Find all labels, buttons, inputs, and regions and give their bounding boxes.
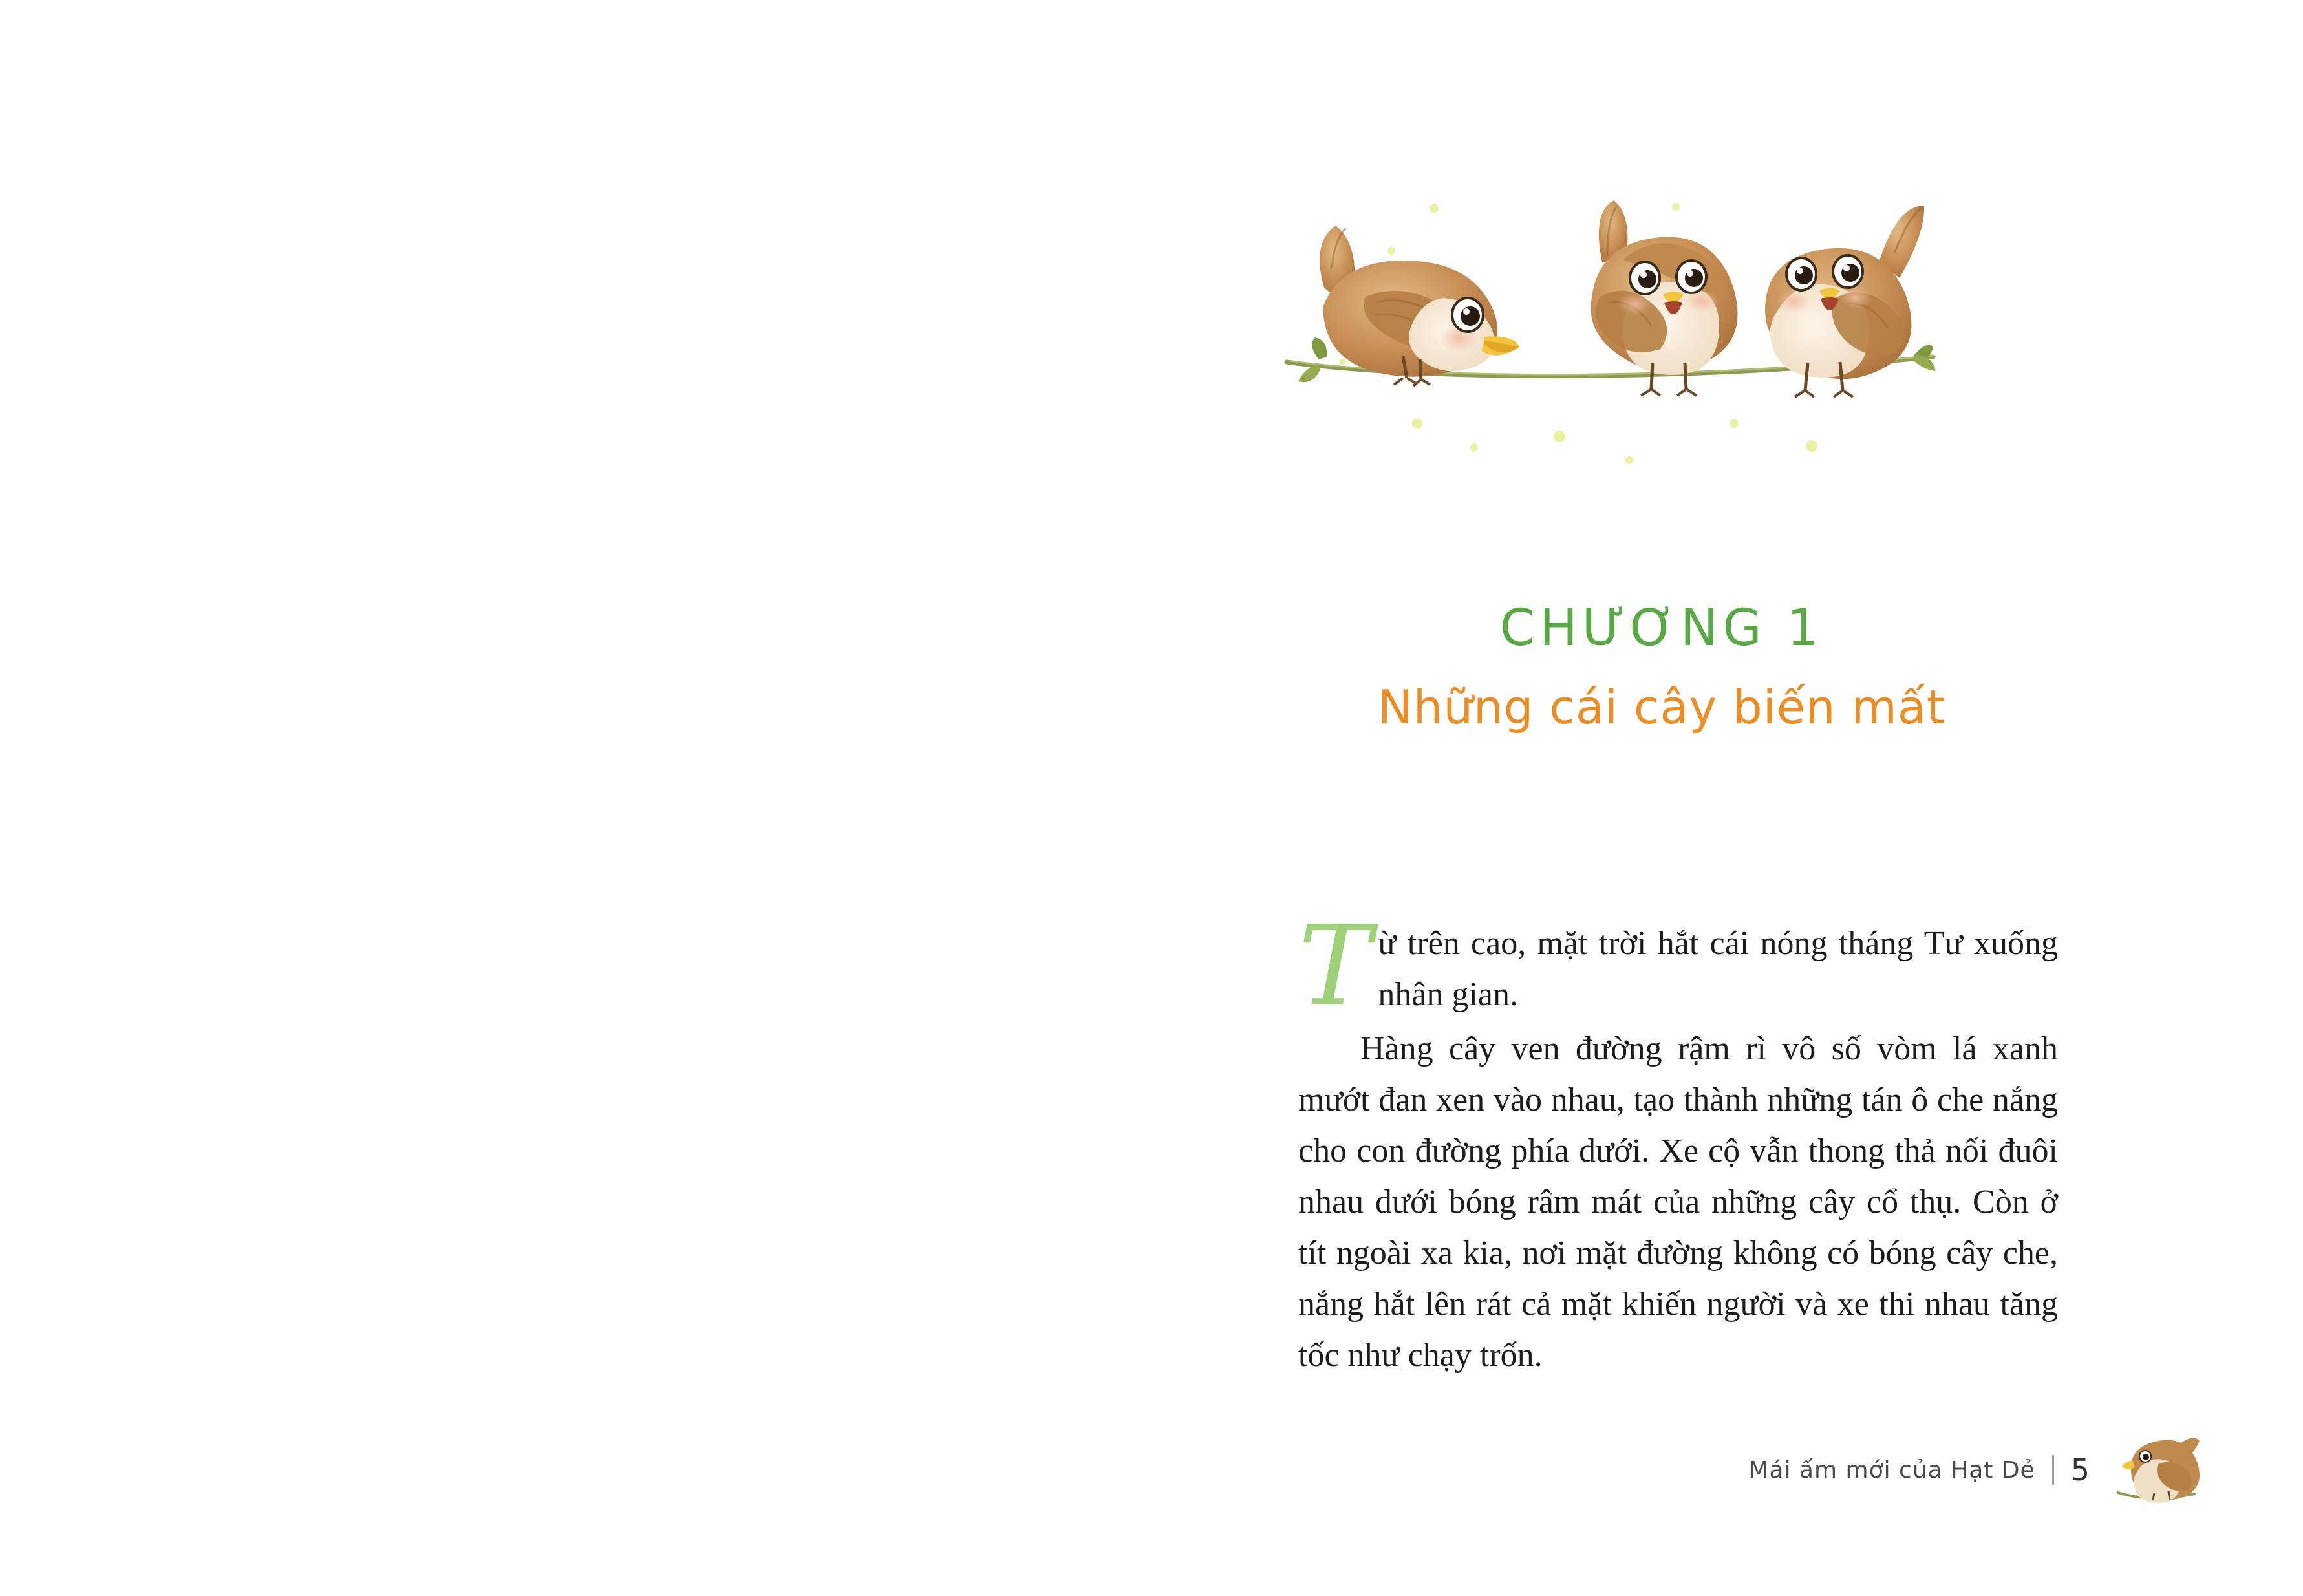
chapter-heading	[1280, 601, 2043, 734]
three-birds-illustration	[1280, 168, 2043, 530]
paragraph-first-text: ừ trên cao, mặt trời hắt cái nóng tháng Tư xuống nhân gian.	[1378, 925, 2058, 1014]
page-footer	[1748, 1452, 2090, 1487]
footer-book-title: Mái ấm mới của Hạt Dẻ	[1748, 1456, 2035, 1484]
drop-cap: T	[1298, 902, 1372, 1030]
chapter-title: Những cái cây biến mất	[1377, 679, 1946, 734]
body-text	[1298, 902, 2058, 1385]
bird-left	[1320, 226, 1519, 386]
footer-divider	[2052, 1455, 2054, 1485]
bird-right	[1765, 206, 1924, 397]
paragraph-second: Hàng cây ven đường rậm rì vô số vòm lá xanh mướt đan xen vào nhau, tạo thành những tán ô che nắng cho con đường phía dưới. Xe cộ vẫn thong thả nối đuôi nhau dưới bóng râm mát của những cây cổ thụ. Còn ở tít ngoài xa kia, nơi mặt đường không có bóng cây che, nắng hắt lên rát cả mặt khiến người và xe thi nhau tăng tốc như chạy trốn.	[1298, 1030, 2058, 1374]
small-bird-icon	[2109, 1416, 2206, 1513]
chapter-number: CHƯƠNG 1	[1499, 599, 1824, 657]
bird-middle	[1591, 200, 1737, 396]
page-number: 5	[2070, 1452, 2090, 1487]
paragraph-first	[1298, 902, 2058, 1030]
